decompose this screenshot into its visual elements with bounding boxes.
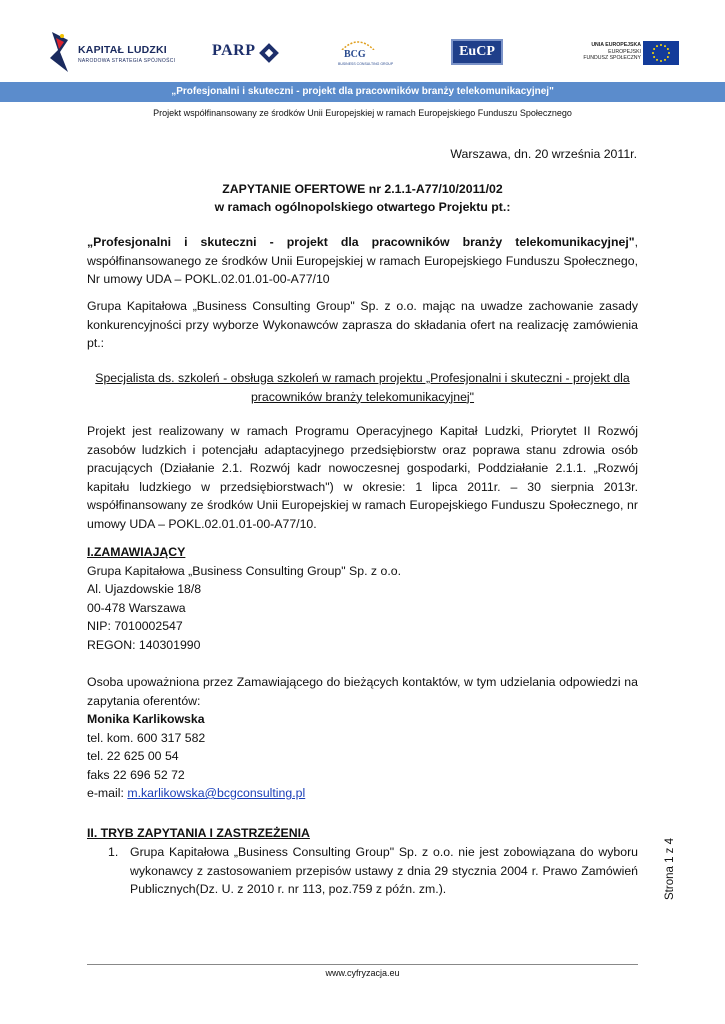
subject-line2: pracowników branży telekomunikacyjnej" — [250, 389, 475, 404]
eu-logo — [583, 38, 683, 68]
page-number: Strona 1 z 4 — [664, 837, 676, 900]
kapital-ludzki-logo — [48, 32, 178, 74]
section-tryb — [87, 824, 638, 843]
address-line: NIP: 7010002547 — [87, 619, 183, 633]
contact-fax: faks 22 696 52 72 — [87, 767, 185, 782]
section2-heading: II. TRYB ZAPYTANIA I ZASTRZEŻENIA — [87, 826, 310, 840]
footer-url: www.cyfryzacja.eu — [325, 968, 400, 978]
title-line1: ZAPYTANIE OFERTOWE nr 2.1.1-A77/10/2011/02 — [222, 182, 503, 196]
project-description: Projekt jest realizowany w ramach Programu Operacyjnego Kapitał Ludzki, Priorytet II Rozwój zasobów ludzkich i potencjału adaptacyjnego przedsiębiorstw oraz poprawa stanu zdrowia osób pracujących (Działanie 2.1. Rozwój kadr nowoczesnej gospodarki, Poddziałanie 2.1.1. „Rozwój kapitału ludzkiego w przedsiębiorstwach") w okresie: 1 lipca 2011r. – 30 sierpnia 2013r. współfinansowany ze środków Unii Europejskiej w ramach Europejskiego Funduszu Społecznego, nr umowy UDA – POKL.02.01.01-00-A77/10. — [87, 424, 638, 531]
kapital-ludzki-emblem-icon — [48, 32, 72, 72]
project-rest: , współfinansowanego ze środków Unii Europejskiej w ramach Europejskiego Funduszu Społecznego, Nr umowy UDA – POKL.02.01.01-00-A77/10 — [87, 235, 638, 286]
kapital-ludzki-subtitle: NARODOWA STRATEGIA SPÓJNOŚCI — [78, 58, 176, 64]
address-line: Grupa Kapitałowa „Business Consulting Group" Sp. z o.o. — [87, 563, 402, 578]
project-paragraph — [87, 233, 638, 289]
contact-block — [87, 673, 638, 803]
eu-text — [583, 42, 641, 62]
address-line: Al. Ujazdowskie 18/8 — [87, 582, 202, 596]
project-name: „Profesjonalni i skuteczni - projekt dla pracowników branży telekomunikacyjnej" — [87, 235, 635, 249]
section-zamawiajacy — [87, 543, 638, 654]
bcg-text: BCG — [344, 49, 366, 60]
parp-text: PARP — [212, 42, 256, 59]
footer-divider — [87, 964, 638, 965]
eu-line1: UNIA EUROPEJSKA — [591, 42, 641, 48]
order-subject — [87, 369, 638, 406]
section1-heading: I.ZAMAWIAJĄCY — [87, 545, 186, 559]
eu-line2: EUROPEJSKI — [608, 48, 641, 55]
contact-email-row — [87, 784, 638, 803]
document-date: Warszawa, dn. 20 września 2011r. — [450, 147, 637, 161]
intro-paragraph: Grupa Kapitałowa „Business Consulting Group" Sp. z o.o. mając na uwadze zachowanie zasady konkurencyjności przy wyborze Wykonawców zaprasza do składania ofert na realizację zamówienia pt.: — [87, 299, 638, 350]
parp-emblem-icon — [258, 42, 280, 64]
bcg-logo — [338, 38, 394, 72]
title-line2: w ramach ogólnopolskiego otwartego Projektu pt.: — [214, 200, 511, 214]
list-item-number: 1. — [108, 845, 119, 859]
parp-logo — [212, 40, 286, 66]
contact-name: Monika Karlikowska — [87, 712, 205, 726]
list-item-text: Grupa Kapitałowa „Business Consulting Group" Sp. z o.o. nie jest zobowiązana do wyboru wykonawcy z zastosowaniem przepisów ustawy z dnia 29 stycznia 2004 r. Prawo Zamówień Publicznych(Dz. U. z 2010 r. nr 113, poz.759 z późn. zm.). — [130, 845, 638, 896]
contact-tel: tel. 22 625 00 54 — [87, 749, 179, 763]
project-banner: „Profesjonalni i skuteczni - projekt dla pracowników branży telekomunikacyjnej" — [0, 82, 725, 102]
kapital-ludzki-title: KAPITAŁ LUDZKI — [78, 44, 167, 56]
email-link[interactable]: m.karlikowska@bcgconsulting.pl — [127, 786, 306, 800]
eu-line3: FUNDUSZ SPOŁECZNY — [583, 55, 641, 61]
bcg-subtitle: BUSINESS CONSULTING GROUP — [338, 62, 394, 66]
subject-line1: Specjalista ds. szkoleń - obsługa szkoleń w ramach projektu „Profesjonalni i skuteczni - projekt dla — [95, 371, 630, 385]
address-line: REGON: 140301990 — [87, 637, 201, 652]
address-line: 00-478 Warszawa — [87, 600, 186, 615]
eu-flag-icon — [643, 41, 679, 65]
contact-intro: Osoba upoważniona przez Zamawiającego do bieżących kontaktów, w tym udzielania odpowiedzi na zapytania oferentów: — [87, 675, 638, 708]
list-item — [108, 843, 638, 899]
email-label: e-mail: — [87, 786, 128, 800]
cofinanced-note: Projekt współfinansowany ze środków Unii Europejskiej w ramach Europejskiego Funduszu Społecznego — [153, 108, 572, 118]
contact-tel-kom: tel. kom. 600 317 582 — [87, 730, 206, 745]
eucp-logo — [451, 39, 503, 65]
eucp-text: EuCP — [459, 44, 495, 59]
document-title — [87, 180, 638, 216]
